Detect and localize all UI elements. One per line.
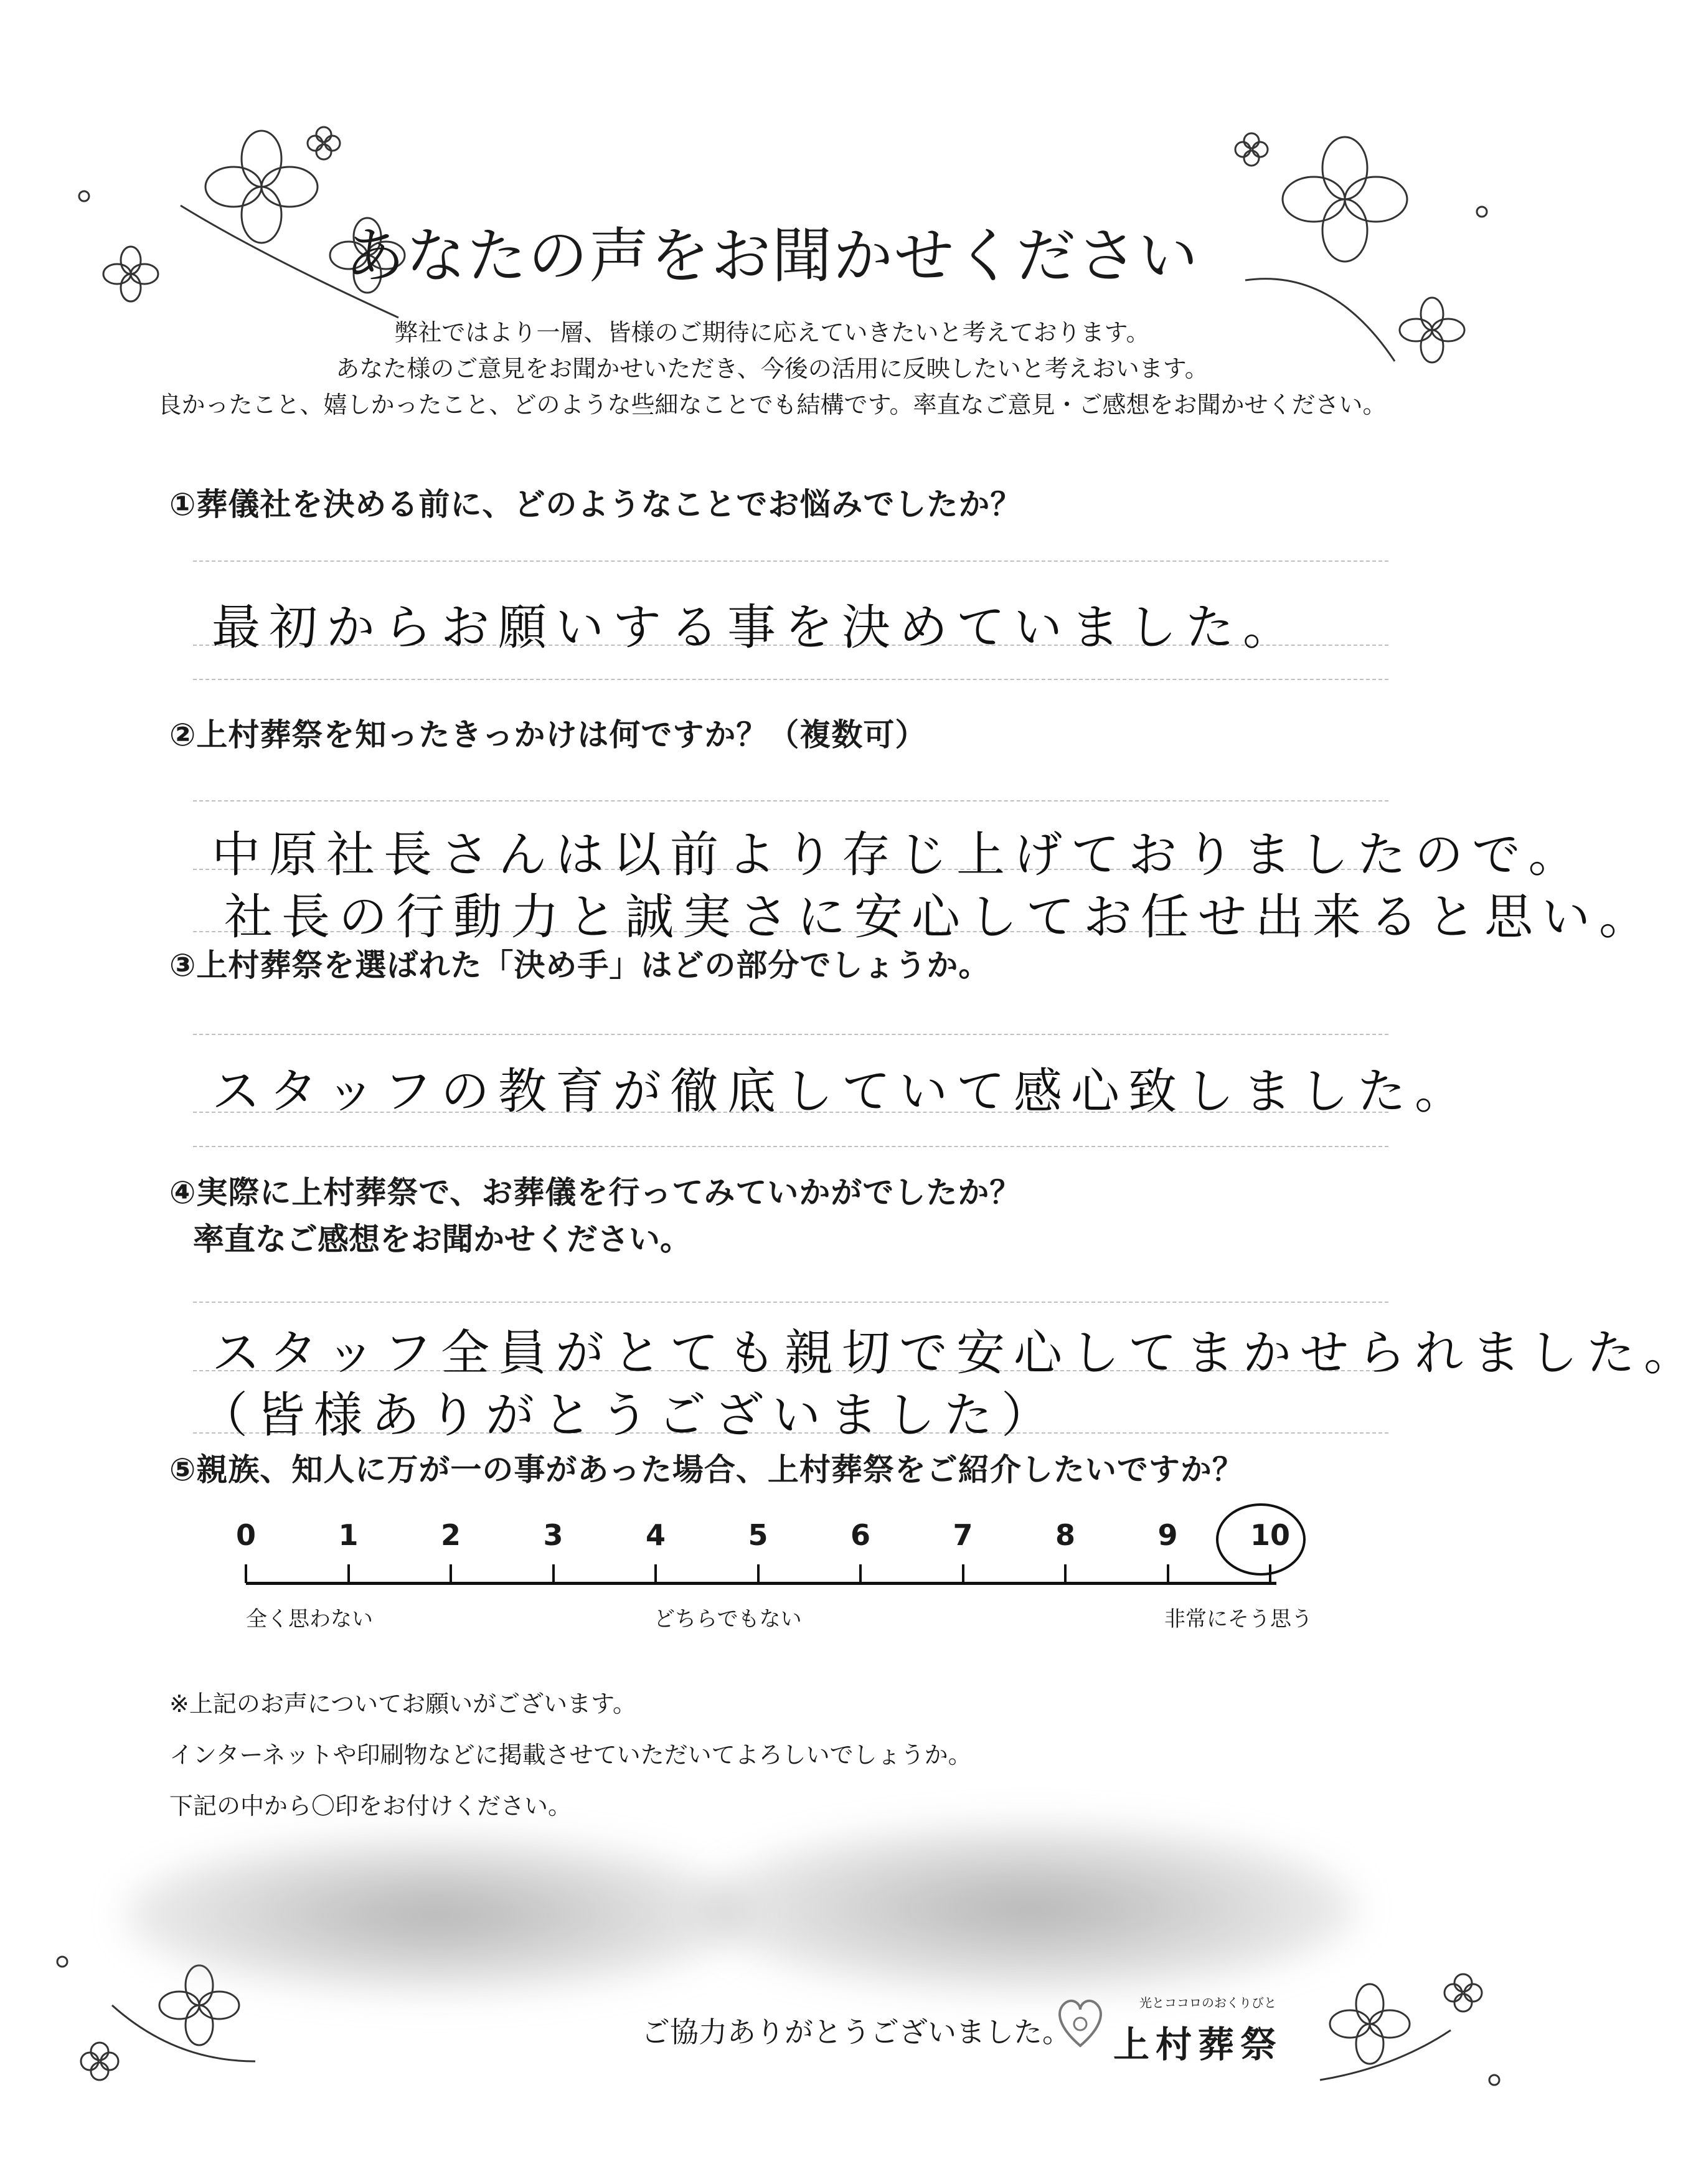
question-4: ④実際に上村葬祭で、お葬儀を行ってみていかがでしたか？ xyxy=(169,1175,1022,1211)
scale-tick xyxy=(552,1564,555,1583)
selected-rating-circle xyxy=(1211,1501,1311,1582)
answer-4-handwritten-line-2: （皆様ありがとうございました） xyxy=(199,1387,1059,1444)
answer-2-handwritten-line-2: 社長の行動力と誠実さに安心してお任せ出来ると思い。 xyxy=(224,889,1657,945)
clover-flower-icon xyxy=(159,1965,239,2045)
note-line-2: インターネットや印刷物などに掲載させていただいてよろしいでしょうか。 xyxy=(169,1741,972,1769)
answer-3-handwritten: スタッフの教育が徹底していて感心致しました。 xyxy=(212,1064,1472,1120)
scale-tick xyxy=(1167,1564,1169,1583)
note-line-1: ※上記のお声についてお願いがございます。 xyxy=(169,1690,637,1718)
answer-line xyxy=(193,800,1388,801)
thanks-message: ご協力ありがとうございました。 xyxy=(641,2015,1071,2049)
scale-tick xyxy=(654,1564,657,1583)
answer-line xyxy=(193,1302,1388,1303)
answer-4-handwritten-line-1: スタッフ全員がとても親切で安心してまかせられました。 xyxy=(212,1325,1701,1381)
scale-number: 10 xyxy=(1250,1518,1290,1552)
answer-2-handwritten-line-1: 中原社長さんは以前より存じ上げておりましたので。 xyxy=(212,827,1586,883)
clover-flower-icon xyxy=(81,2043,118,2080)
intro-line-3: 良かったこと、嬉しかったこと、どのような些細なことでも結構です。率直なご意見・ご感想をお聞かせください。 xyxy=(158,391,1387,418)
answer-line xyxy=(193,1034,1388,1035)
question-4-subtext: 率直なご感想をお聞かせください。 xyxy=(193,1221,691,1257)
question-3: ③上村葬祭を選ばれた「決め手」はどの部分でしょうか。 xyxy=(169,947,991,983)
rating-scale-line xyxy=(246,1582,1276,1585)
clover-decoration-bottom-right xyxy=(1295,1955,1519,2117)
answer-line xyxy=(193,679,1388,680)
scale-label-middle: どちらでもない xyxy=(654,1607,802,1632)
clover-flower-icon xyxy=(1444,1974,1482,2011)
scale-number: 1 xyxy=(338,1518,359,1552)
scale-number: 3 xyxy=(543,1518,563,1552)
scale-number: 4 xyxy=(645,1518,666,1552)
scale-tick xyxy=(245,1564,247,1583)
redacted-area-left xyxy=(125,1837,747,1993)
logo-tagline: 光とココロのおくりびと xyxy=(1139,1995,1276,2010)
redacted-area-right xyxy=(704,1825,1357,1993)
scale-number: 9 xyxy=(1157,1518,1178,1552)
question-2: ②上村葬祭を知ったきっかけは何ですか？（複数可） xyxy=(169,717,927,753)
answer-line xyxy=(193,560,1388,562)
note-line-3: 下記の中から〇印をお付けください。 xyxy=(169,1792,572,1820)
intro-line-2: あなた様のご意見をお聞かせいただき、今後の活用に反映したいと考えおいます。 xyxy=(336,355,1209,382)
answer-line xyxy=(193,1146,1388,1147)
clover-flower-icon xyxy=(1235,133,1268,166)
scale-label-right: 非常にそう思う xyxy=(1164,1607,1312,1632)
scale-number: 2 xyxy=(440,1518,461,1552)
clover-flower-icon xyxy=(1330,1984,1410,2064)
scale-tick xyxy=(347,1564,350,1583)
scale-tick xyxy=(859,1564,862,1583)
scale-tick xyxy=(962,1564,964,1583)
scale-number: 8 xyxy=(1055,1518,1075,1552)
heart-logo-icon xyxy=(1052,1990,1108,2052)
company-logo-text: 上村葬祭 xyxy=(1113,2023,1283,2066)
question-1: ①葬儀社を決める前に、どのようなことでお悩みでしたか？ xyxy=(169,486,1022,522)
scale-number: 6 xyxy=(850,1518,870,1552)
scale-label-left: 全く思わない xyxy=(246,1607,373,1632)
scale-number: 5 xyxy=(748,1518,768,1552)
question-5: ⑤親族、知人に万が一の事があった場合、上村葬祭をご紹介したいですか？ xyxy=(169,1452,1244,1488)
page-title: あなたの声をお聞かせください xyxy=(345,221,1199,291)
clover-flower-icon xyxy=(308,127,340,159)
scale-tick xyxy=(757,1564,760,1583)
answer-1-handwritten: 最初からお願いする事を決めていました。 xyxy=(212,600,1301,656)
scale-number: 7 xyxy=(953,1518,973,1552)
scale-tick xyxy=(450,1564,452,1583)
scale-number: 0 xyxy=(235,1518,256,1552)
scale-tick xyxy=(1064,1564,1067,1583)
intro-line-1: 弊社ではより一層、皆様のご期待に応えていきたいと考えております。 xyxy=(394,319,1150,346)
